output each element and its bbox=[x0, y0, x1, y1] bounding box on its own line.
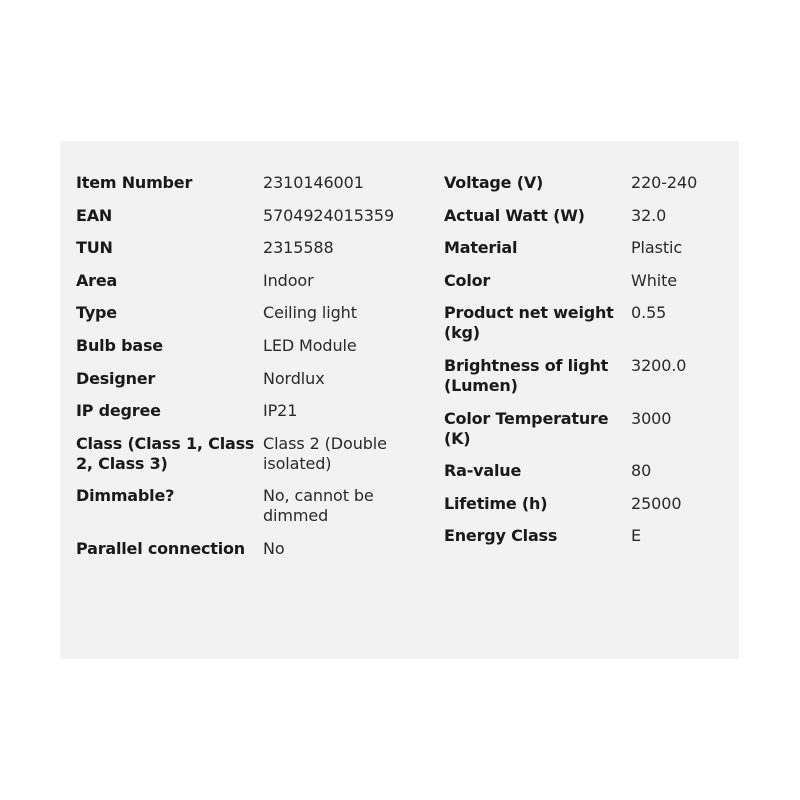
spec-row-energy-class bbox=[444, 526, 784, 546]
spec-label: Area bbox=[76, 270, 118, 290]
spec-label: EAN bbox=[76, 205, 113, 225]
spec-row-type bbox=[76, 303, 416, 323]
spec-row-color-temperature bbox=[444, 409, 784, 449]
spec-column-right bbox=[444, 173, 784, 559]
spec-value: 0.55 bbox=[631, 303, 667, 323]
spec-value: 2315588 bbox=[263, 238, 334, 258]
spec-value: 80 bbox=[631, 461, 652, 481]
spec-label: Actual Watt (W) bbox=[444, 205, 585, 225]
spec-row-ra-value bbox=[444, 461, 784, 481]
spec-label: Lifetime (h) bbox=[444, 493, 548, 513]
spec-label: Class (Class 1, Class 2, Class 3) bbox=[76, 433, 255, 473]
spec-label: Dimmable? bbox=[76, 486, 175, 506]
spec-label: IP degree bbox=[76, 401, 161, 421]
spec-row-ean bbox=[76, 206, 416, 226]
spec-value: White bbox=[631, 270, 678, 290]
spec-label: Parallel connection bbox=[76, 538, 245, 558]
spec-row-material bbox=[444, 238, 784, 258]
spec-value: Class 2 (Double isolated) bbox=[263, 433, 387, 473]
spec-value: Nordlux bbox=[263, 368, 325, 388]
spec-label: Voltage (V) bbox=[444, 173, 544, 192]
spec-label: Bulb base bbox=[76, 335, 163, 355]
spec-value: Plastic bbox=[631, 238, 683, 258]
spec-row-net-weight bbox=[444, 303, 784, 343]
spec-row-parallel-connection bbox=[76, 539, 416, 559]
spec-value: 25000 bbox=[631, 493, 682, 513]
spec-row-voltage bbox=[444, 173, 784, 193]
spec-row-ip-degree bbox=[76, 401, 416, 421]
spec-value: No, cannot be dimmed bbox=[263, 486, 374, 526]
spec-value: 5704924015359 bbox=[263, 205, 395, 225]
spec-row-item-number bbox=[76, 173, 416, 193]
spec-row-designer bbox=[76, 369, 416, 389]
spec-label: Color bbox=[444, 270, 491, 290]
spec-row-tun bbox=[76, 238, 416, 258]
spec-row-class bbox=[76, 434, 416, 474]
spec-value: 3200.0 bbox=[631, 355, 687, 375]
spec-label: Color Temperature (K) bbox=[444, 408, 609, 448]
spec-value: 32.0 bbox=[631, 205, 667, 225]
spec-row-brightness bbox=[444, 356, 784, 396]
spec-row-bulb-base bbox=[76, 336, 416, 356]
spec-value: No bbox=[263, 538, 285, 558]
spec-label: Ra-value bbox=[444, 461, 522, 481]
spec-row-color bbox=[444, 271, 784, 291]
spec-value: 2310146001 bbox=[263, 173, 364, 192]
spec-value: IP21 bbox=[263, 401, 298, 421]
spec-value: LED Module bbox=[263, 335, 357, 355]
spec-label: Energy Class bbox=[444, 526, 558, 546]
spec-value: Ceiling light bbox=[263, 303, 357, 323]
spec-value: 3000 bbox=[631, 408, 672, 428]
spec-row-lifetime bbox=[444, 494, 784, 514]
spec-label: Product net weight (kg) bbox=[444, 303, 614, 343]
spec-row-dimmable bbox=[76, 486, 416, 526]
spec-value: 220-240 bbox=[631, 173, 698, 192]
spec-label: Type bbox=[76, 303, 117, 323]
spec-label: Item Number bbox=[76, 173, 193, 192]
spec-column-left bbox=[76, 173, 416, 572]
spec-label: Designer bbox=[76, 368, 156, 388]
spec-label: Material bbox=[444, 238, 518, 258]
spec-label: TUN bbox=[76, 238, 113, 258]
spec-label: Brightness of light (Lumen) bbox=[444, 355, 609, 395]
spec-value: E bbox=[631, 526, 642, 546]
spec-row-area bbox=[76, 271, 416, 291]
spec-row-actual-watt bbox=[444, 206, 784, 226]
spec-value: Indoor bbox=[263, 270, 314, 290]
